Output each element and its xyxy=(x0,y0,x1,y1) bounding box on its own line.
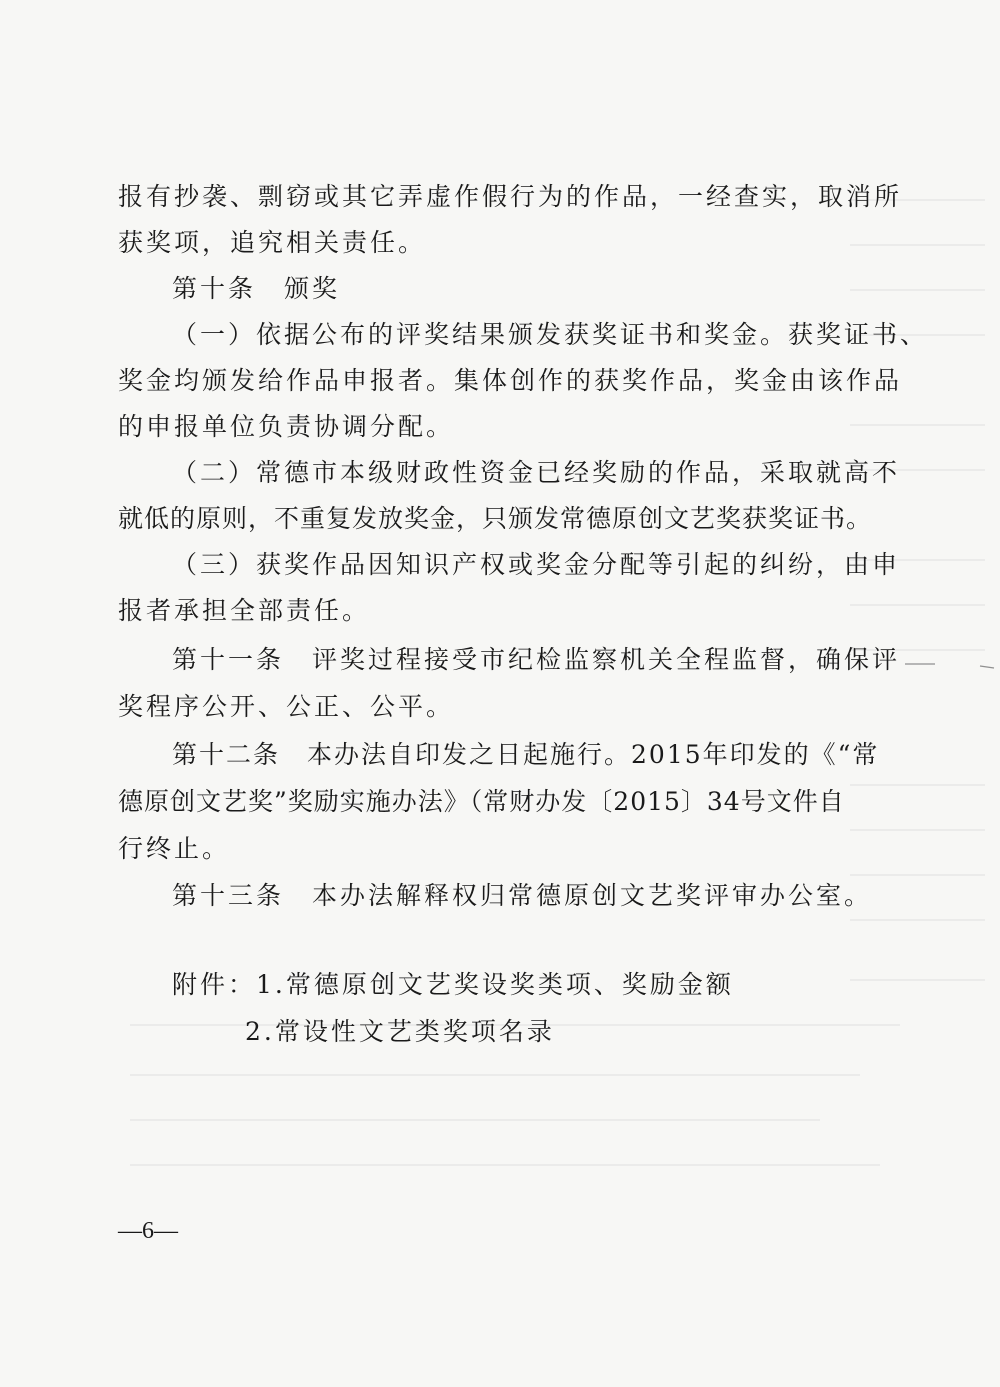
body-line: 就低的原则，不重复发放奖金，只颁发常德原创文艺奖获奖证书。 xyxy=(118,504,873,533)
article-heading: 第十条 颁奖 xyxy=(172,274,341,303)
body-line: 报有抄袭、剽窃或其它弄虚作假行为的作品，一经查实，取消所 xyxy=(118,182,903,211)
body-line: （一）依据公布的评奖结果颁发获奖证书和奖金。获奖证书、 xyxy=(172,320,929,349)
body-line: 第十二条 本办法自印发之日起施行。2015年印发的《“常 xyxy=(172,740,880,769)
page-number: —6— xyxy=(118,1218,178,1244)
body-line: 第十三条 本办法解释权归常德原创文艺奖评审办公室。 xyxy=(172,881,873,910)
body-line: 获奖项，追究相关责任。 xyxy=(118,228,427,257)
body-line: 奖金均颁发给作品申报者。集体创作的获奖作品，奖金由该作品 xyxy=(118,366,903,395)
attachment-line: 2.常设性文艺类奖项名录 xyxy=(245,1017,555,1046)
body-line: 行终止。 xyxy=(118,834,231,863)
body-line: 奖程序公开、公正、公平。 xyxy=(118,692,455,721)
body-line: 第十一条 评奖过程接受市纪检监察机关全程监督，确保评 xyxy=(172,645,901,674)
body-line: 的申报单位负责协调分配。 xyxy=(118,412,455,441)
body-line: 德原创文艺奖”奖励实施办法》（常财办发〔2015〕34号文件自 xyxy=(118,787,845,816)
body-line: 报者承担全部责任。 xyxy=(118,596,371,625)
body-line: （二）常德市本级财政性资金已经奖励的作品，采取就高不 xyxy=(172,458,901,487)
attachment-line: 附件：1.常德原创文艺奖设奖类项、奖励金额 xyxy=(172,970,734,999)
body-line: （三）获奖作品因知识产权或奖金分配等引起的纠纷，由申 xyxy=(172,550,901,579)
